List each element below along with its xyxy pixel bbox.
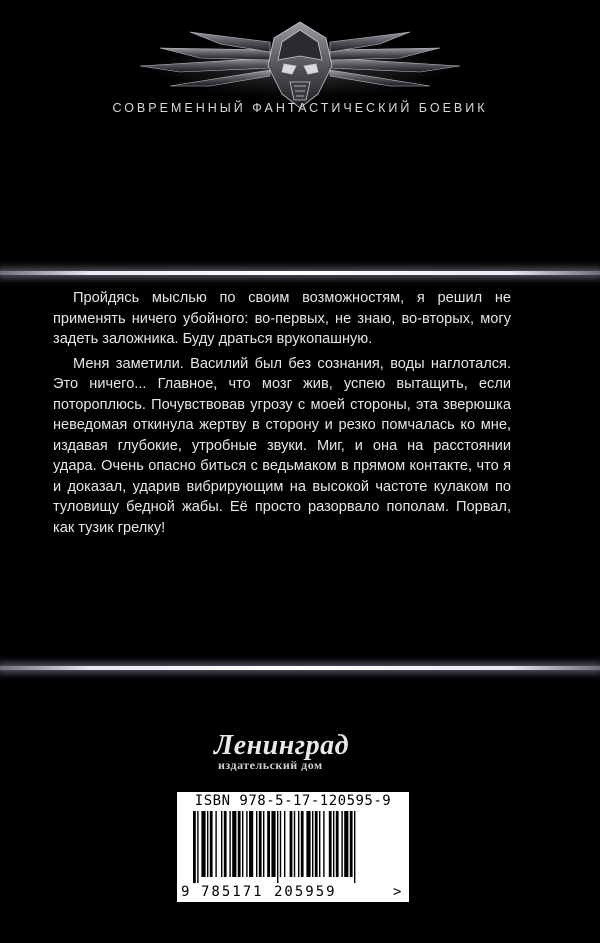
barcode-first-digit: 9 — [181, 884, 190, 900]
publisher-subtitle: издательский дом — [218, 758, 323, 772]
barcode-bars — [193, 811, 393, 883]
blurb-paragraph: Меня заметили. Василий был без сознания, воды наглотался. Это ничего... Главное, что мозг жив, успею вытащить, если потороплюсь. Почувствовав угрозу с моей стороны, эта зверюшка неведомая откинула жертву в сторону и резко помчалась ко мне, издавая глубокие, утробные звуки. Миг, и она на расстоянии удара. Очень опасно биться с ведьмаком в прямом контакте, что я и доказал, ударив вибрирующим на высокой частоте кулаком по туловищу бедной жабы. Её просто разорвало пополам. Порвал, как тузик грелку! — [53, 355, 511, 536]
barcode-arrow: > — [393, 884, 402, 900]
divider-top — [0, 271, 600, 275]
divider-bottom — [0, 666, 600, 670]
barcode-main-digits: 785171 205959 — [201, 884, 337, 900]
blurb-paragraph: Пройдясь мыслью по своим возможностям, я решил не применять ничего убойного: во-первых, не знаю, во-вторых, могу задеть заложника. Буду драться врукопашную. — [53, 290, 511, 347]
barcode — [177, 792, 409, 902]
isbn-label: ISBN 978-5-17-120595-9 — [194, 793, 392, 809]
publisher-logo — [200, 730, 400, 772]
publisher-name: Ленинград — [214, 730, 350, 761]
robot-skull-emblem-icon — [120, 8, 480, 112]
blurb-text — [53, 288, 511, 538]
series-title: СОВРЕМЕННЫЙ ФАНТАСТИЧЕСКИЙ БОЕВИК — [112, 101, 488, 115]
